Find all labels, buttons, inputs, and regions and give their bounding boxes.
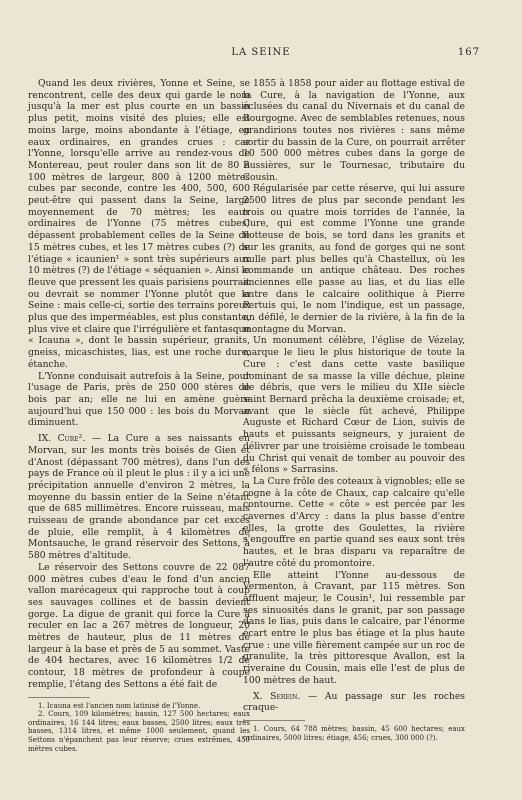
paragraph: Régularisée par cette réserve, qui lui assure 2500 litres de plus par seconde pendant les trois ou quatre mois torrides de l'année, la Cure, qui est comme l'Yonne une grande flotteuse de bois, se tord dans les granits et sur les granits, au fond de gorges qui ne sont nulle part plus belles qu'à Chastellux, où les commande un antique château. Des roches anciennes elle passe au lias, et du lias elle entre dans le calcaire oolithique à Pierre Pertuis qui, le nom l'indique, est un passage, un défilé, le dernier de la rivière, à la fin de la montagne du Morvan. bbox=[243, 183, 465, 335]
footnote: 1. Icauna est l'ancien nom latinisé de l'Yonne. bbox=[38, 701, 201, 710]
footnotes bbox=[28, 702, 250, 754]
paragraph: Elle atteint l'Yonne au-dessous de Vermenton, à Cravant, par 115 mètres. Son affluent majeur, le Cousin¹, lui ressemble par ses sinuosités dans le granit, par son passage dans le lias, puis dans le calcaire, par l'énorme écart entre le plus bas étiage et la plus haute crue : une ville fièrement campée sur un roc de granulite, la très pittoresque Avallon, est la riveraine du Cousin, mais elle l'est de plus de 100 mètres de haut. bbox=[243, 569, 465, 686]
section-heading: X. Serein. bbox=[253, 690, 301, 702]
paragraph: Un monument célèbre, l'église de Vézelay, marque le lieu le plus historique de toute la Cure : c'est dans cette vaste basilique dominant de sa masse la ville déchue, pleine de débris, que vers le milieu du XIIe siècle saint Bernard prêcha la deuxième croisade; et, avant que le siècle fût achevé, Philippe Auguste et Richard Cœur de Lion, suivis de hauts et puissants seigneurs, y juraient de délivrer par une troisième croisade le tombeau du Christ qui venait de tomber au pouvoir des « félons » Sarrasins. bbox=[243, 335, 465, 476]
section-text: — Au passage sur les roches craque- bbox=[243, 690, 465, 714]
running-title: LA SEINE bbox=[231, 47, 291, 58]
footnotes bbox=[243, 725, 465, 742]
page-number: 167 bbox=[457, 47, 480, 58]
paragraph: 1855 à 1858 pour aider au flottage estival de la Cure, à la navigation de l'Yonne, aux éclusées du canal du Nivernais et du canal de Bourgogne. Avec de semblables retenues, nous grandirions toutes nos rivières : sans même sortir du bassin de la Cure, on pourrait arrêter 10 500 000 mètres cubes dans la gorge de Bussières, sur le Tournesac, tributaire du Cousin. bbox=[243, 78, 465, 183]
paragraph: Quand les deux rivières, Yonne et Seine, se rencontrent, celle des deux qui garde le nom jusqu'à la mer est plus courte en un bassin plus petit, moins visité des pluies; elle est moins large, moins abondante à l'étiage, en eaux ordinaires, en grandes crues : car l'Yonne, lorsqu'elle arrive au rendez-vous de Montereau, peut rouler dans son lit de 80 à 100 mètres de largeur, 800 à 1200 mètres cubes par seconde, contre les 400, 500, 600 peut-être qui passent dans la Seine, large moyennement de 70 mètres; les eaux ordinaires de l'Yonne (75 mètres cubes) dépassent probablement celles de la Seine de 15 mètres cubes, et les 17 mètres cubes (?) de l'étiage « icaunien¹ » sont très supérieurs aux 10 mètres (?) de l'étiage « séquanien ». Ainsi le fleuve que pressent les quais parisiens pourrait ou devrait se nommer l'Yonne plutôt que la Seine : mais celle-ci, sortie des terrains poreux plus que des imperméables, est plus constante, plus vive et claire que l'irrégulière et fantasque « Icauna », dont le bassin supérieur, granits, gneiss, micaschistes, lias, est une roche dure, étanche. bbox=[28, 78, 250, 370]
section-serein bbox=[243, 691, 465, 714]
footnote: 2. Cours, 109 kilomètres; bassin, 127 500 hectares; eaux ordinaires, 16 144 litres; eaux basses, 2500 litres; eaux très basses, 1314 litres, et même 1000 seulement, quand les Settons n'épanchent pas leur réserve; crues extrêmes, 450 mètres cubes. bbox=[28, 710, 250, 753]
left-column bbox=[28, 78, 250, 753]
right-column bbox=[243, 78, 465, 742]
footnote: 1. Cours, 64 788 mètres; bassin, 45 600 hectares; eaux ordinaires, 5000 litres; étiage, 456; crues, 300 000 (?). bbox=[243, 724, 465, 742]
paragraph: L'Yonne conduisait autrefois à la Seine, pour l'usage de Paris, près de 250 000 stères de bois par an; elle ne lui en amène guère aujourd'hui que 150 000 : les bois du Morvan diminuent. bbox=[28, 370, 250, 429]
paragraph: La Cure frôle des coteaux à vignobles; elle se cogne à la côte de Chaux, cap calcaire qu'elle contourne. Cette « côte » est percée par les cavernes d'Arcy : dans la plus basse d'entre elles, la grotte des Goulettes, la rivière s'engouffre en partie quand ses eaux sont très hautes, et le bras disparu va reparaître de l'autre côté du promontoire. bbox=[243, 475, 465, 569]
footnote-rule bbox=[243, 720, 305, 721]
footnote-rule bbox=[28, 697, 90, 698]
section-heading: IX. Cure². bbox=[38, 433, 86, 445]
running-head bbox=[0, 47, 522, 61]
paragraph: Le réservoir des Settons couvre de 22 087 000 mètres cubes d'eau le fond d'un ancien vallon marécageux qui rapproche tout à coup ses sauvages collines et de bassin devient gorge. La digue de granit qui force la Cure à reculer en lac a 267 mètres de longueur, 20 mètres de hauteur, plus de 11 mètres de largeur à la base et près de 5 au sommet. Vaste de 404 hectares, avec 16 kilomètres 1/2 de contour, 18 mètres de profondeur à coupe remplie, l'étang des Settons a été fait de bbox=[28, 561, 250, 690]
section-text: — La Cure a ses naissants en Morvan, sur les monts très boisés de Gien et d'Anost (dépassant 700 mètres), dans l'un des pays de France où il pleut le plus : il y a ici une précipitation annuelle d'environ 2 mètres, la moyenne du bassin entier de la Seine n'étant que de 685 millimètres. Encore ruisseau, mais ruisseau de grande abondance par cet excès de pluie, elle remplit, à 4 kilomètres de Montsauche, le grand réservoir des Settons, à 580 mètres d'altitude. bbox=[28, 433, 250, 562]
section-cure bbox=[28, 433, 250, 562]
